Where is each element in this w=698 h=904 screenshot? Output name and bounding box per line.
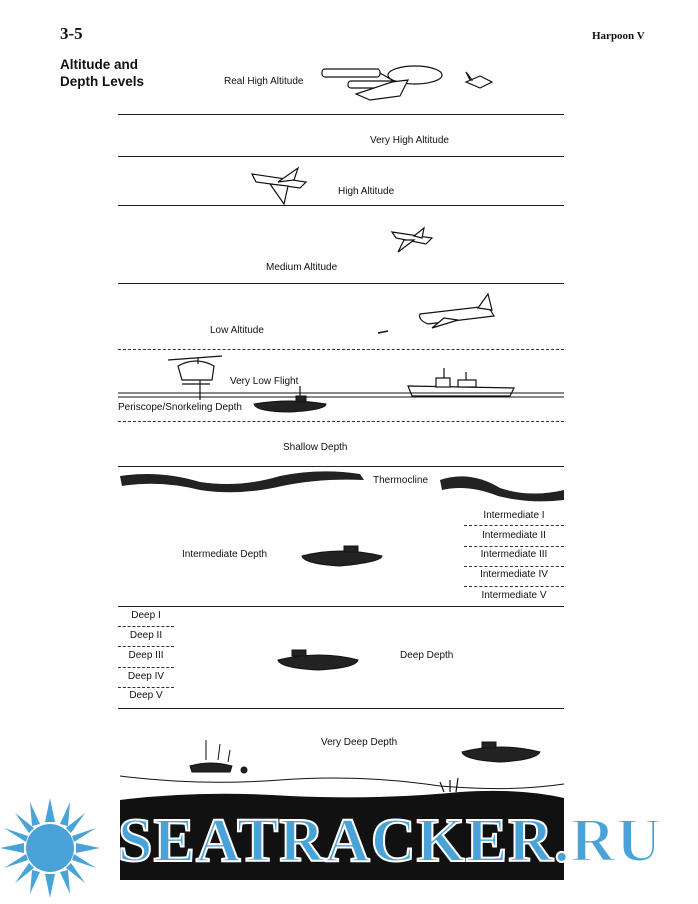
boundary-line	[118, 205, 564, 206]
submarine-very-deep-icon	[462, 742, 540, 762]
thermocline-band-right	[440, 476, 564, 501]
sublevel-divider	[464, 586, 564, 587]
intermediate-sublevel: Intermediate V	[481, 590, 547, 601]
boundary-line	[118, 466, 564, 467]
submarine-intermediate-icon	[302, 546, 382, 566]
label-deep-depth: Deep Depth	[400, 650, 454, 661]
warship-icon	[408, 368, 514, 396]
deep-sublevel: Deep III	[128, 650, 164, 661]
intermediate-sublevel: Intermediate III	[480, 549, 548, 560]
deep-sublevel: Deep IV	[127, 671, 165, 682]
sublevel-divider	[464, 525, 564, 526]
intermediate-sublevel: Intermediate II	[482, 530, 546, 541]
sun-logo-icon	[0, 796, 112, 904]
deep-sublevel: Deep I	[131, 610, 161, 621]
sublevel-divider	[118, 667, 174, 668]
intermediate-sublevel: Intermediate I	[483, 510, 545, 521]
jet-medium-altitude-icon	[392, 228, 432, 252]
sublevel-divider	[118, 626, 174, 627]
label-low-altitude: Low Altitude	[210, 325, 264, 336]
coral-icon	[440, 778, 458, 792]
dashed-boundary-line	[118, 421, 564, 422]
label-high-altitude: High Altitude	[338, 186, 395, 197]
running-head: Harpoon V	[592, 30, 645, 42]
sublevel-divider	[118, 646, 174, 647]
intermediate-sublevel: Intermediate IV	[480, 569, 548, 580]
label-very-low-flight: Very Low Flight	[230, 376, 299, 387]
sublevel-divider	[118, 687, 174, 688]
label-thermocline: Thermocline	[373, 475, 429, 486]
label-real-high-altitude: Real High Altitude	[224, 76, 304, 87]
boundary-line	[118, 606, 564, 607]
wreck-debris-icon	[190, 740, 247, 773]
starship-icon	[322, 66, 442, 100]
boundary-line	[118, 156, 564, 157]
sublevel-divider	[464, 546, 564, 547]
label-intermediate-depth: Intermediate Depth	[182, 549, 268, 560]
jet-high-altitude-icon	[252, 168, 306, 204]
deep-sublevel: Deep II	[129, 630, 163, 641]
sublevel-divider	[464, 566, 564, 567]
seabed-surface-line	[120, 776, 564, 789]
section-title-line-2: Depth Levels	[60, 74, 145, 89]
attack-aircraft-icon	[378, 294, 494, 333]
submarine-deep-icon	[278, 650, 358, 670]
label-very-high-altitude: Very High Altitude	[370, 135, 449, 146]
thermocline-band	[120, 471, 364, 492]
section-title-line-1: Altitude and	[60, 57, 138, 72]
label-very-deep-depth: Very Deep Depth	[321, 737, 398, 748]
label-medium-altitude: Medium Altitude	[266, 262, 338, 273]
boundary-line	[118, 283, 564, 284]
label-shallow-depth: Shallow Depth	[283, 442, 348, 453]
dashed-boundary-line	[118, 349, 564, 350]
boundary-line	[118, 114, 564, 115]
deep-sublevel: Deep V	[129, 690, 163, 701]
space-shuttle-icon	[466, 72, 492, 88]
label-periscope-depth: Periscope/Snorkeling Depth	[118, 402, 242, 413]
watermark-text: SEATRACKER.RU	[118, 807, 663, 875]
page-number: 3-5	[60, 24, 83, 43]
submarine-periscope-icon	[254, 386, 326, 412]
boundary-line	[118, 708, 564, 709]
